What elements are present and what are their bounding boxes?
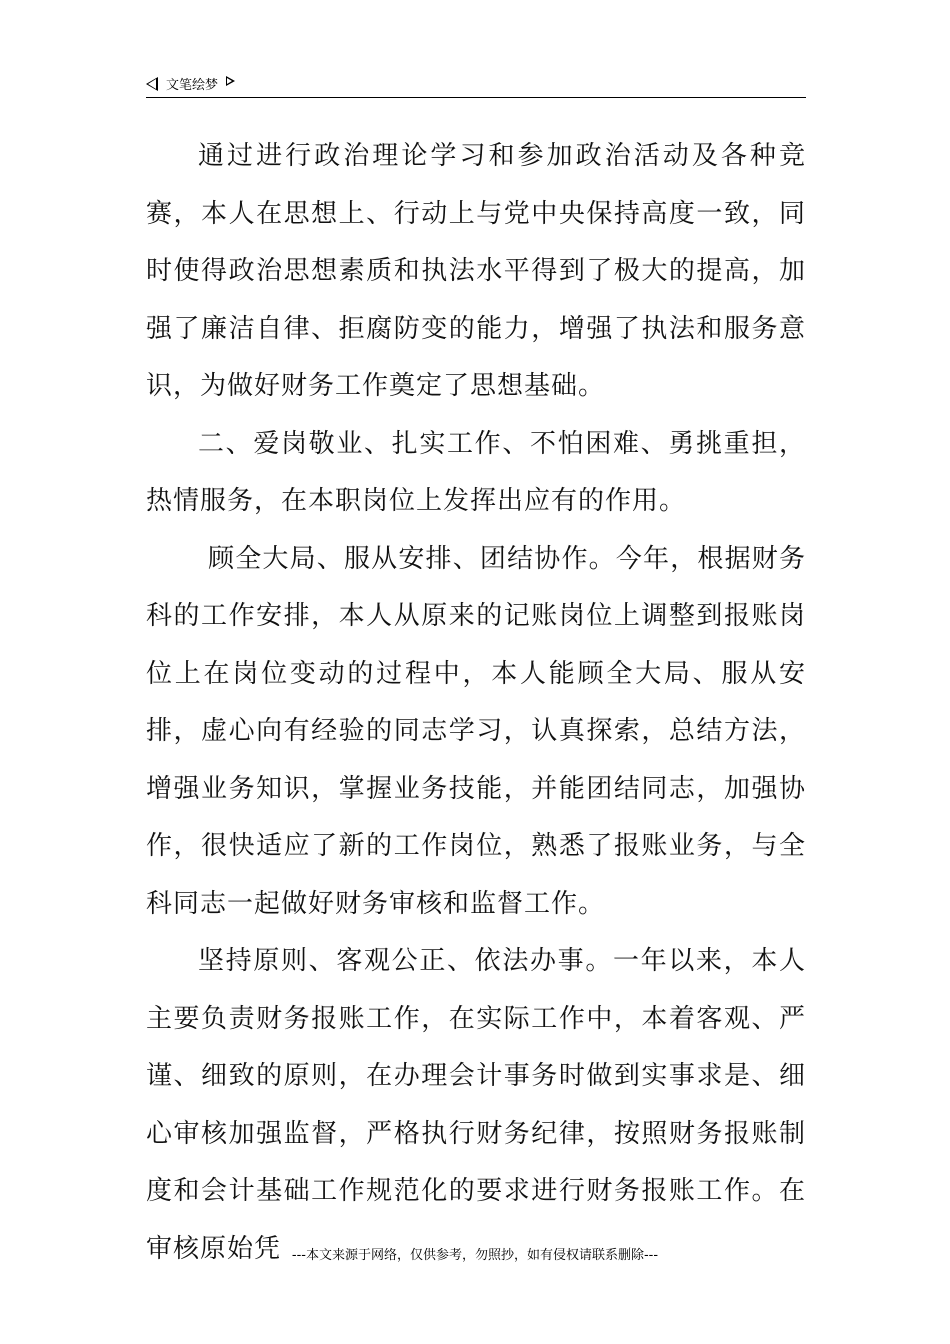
header-brand — [146, 74, 235, 93]
header-title: 文笔绘梦 — [166, 78, 219, 93]
paragraph-3: 顾全大局、服从安排、团结协作。今年，根据财务科的工作安排，本人从原来的记账岗位上调整到报账岗位上在岗位变动的过程中，本人能顾全大局、服从安排，虚心向有经验的同志学习，认真探索，总结方法，增强业务知识，掌握业务技能，并能团结同志，加强协作，很快适应了新的工作岗位，熟悉了报账业务，与全科同志一起做好财务审核和监督工作。 — [146, 543, 806, 919]
paragraph-4: 坚持原则、客观公正、依法办事。一年以来，本人主要负责财务报账工作，在实际工作中，本着客观、严谨、细致的原则，在办理会计事务时做到实事求是、细心审核加强监督，严格执行财务纪律，按照财务报账制度和会计基础工作规范化的要求进行财务报账工作。在审核原始凭 — [146, 946, 806, 1264]
page-footer-notice: ---本文来源于网络，仅供参考，勿照抄，如有侵权请联系删除--- — [291, 1248, 659, 1263]
paragraph-2: 二、爱岗敬业、扎实工作、不怕困难、勇挑重担，热情服务，在本职岗位上发挥出应有的作用。 — [146, 428, 806, 516]
left-triangle-icon — [146, 77, 158, 91]
document-body — [146, 128, 806, 1278]
paragraph-1: 通过进行政治理论学习和参加政治活动及各种竞赛，本人在思想上、行动上与党中央保持高度一致，同时使得政治思想素质和执法水平得到了极大的提高，加强了廉洁自律、拒腐防变的能力，增强了执法和服务意识，为做好财务工作奠定了思想基础。 — [146, 141, 806, 401]
right-triangle-icon — [226, 76, 235, 86]
page-header — [146, 72, 806, 98]
